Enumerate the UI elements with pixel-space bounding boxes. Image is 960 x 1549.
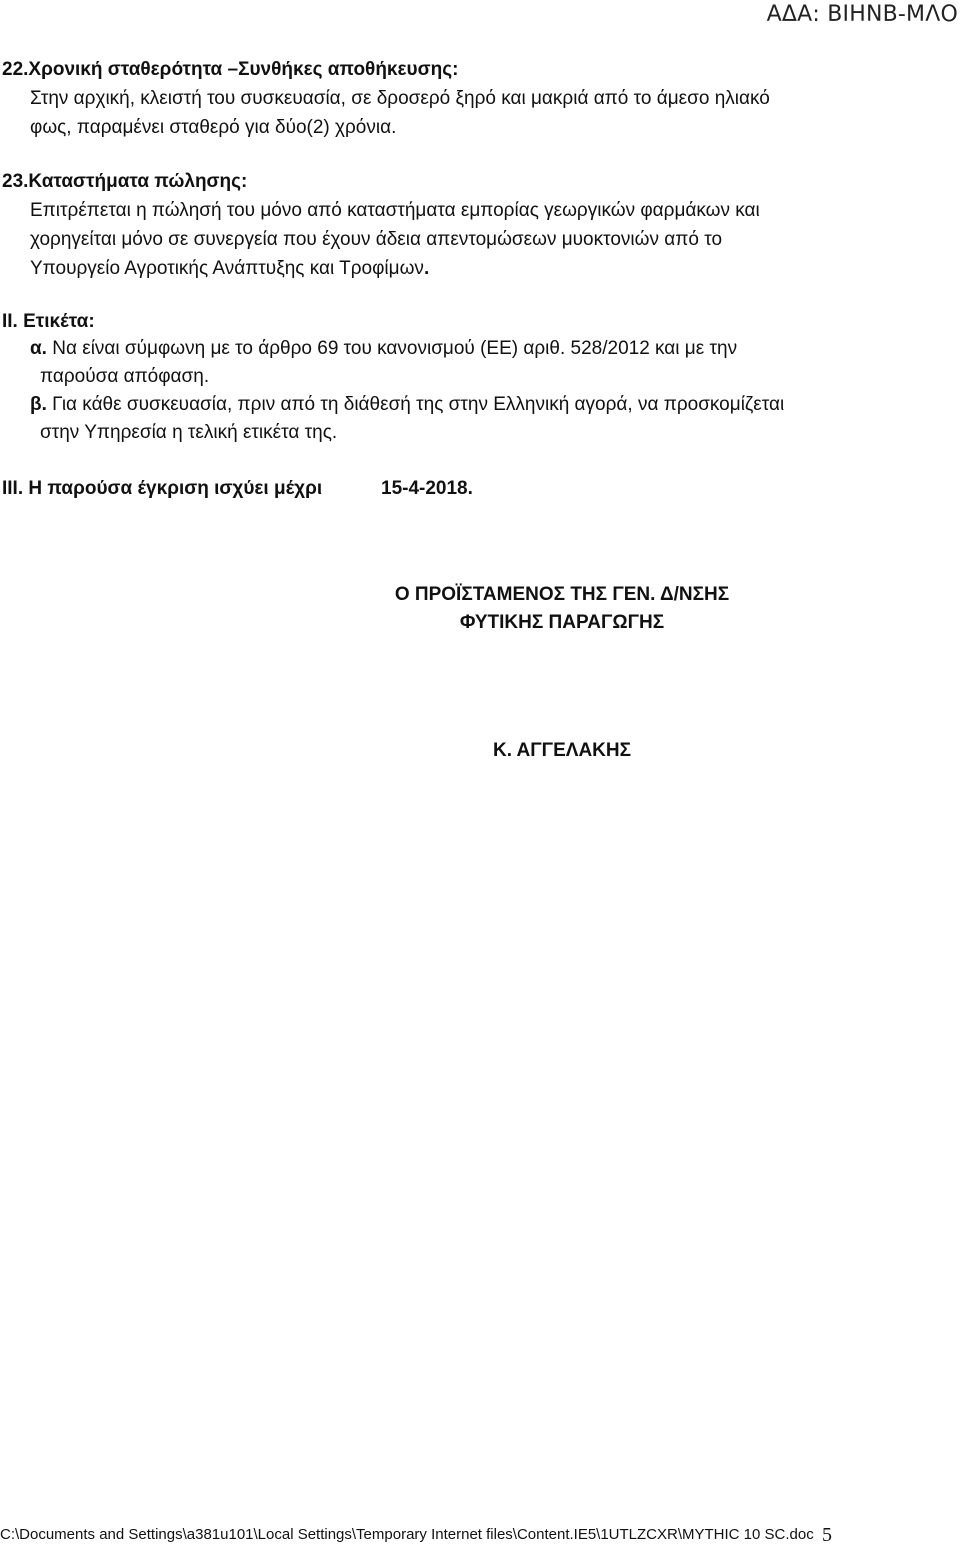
section-ii-b-marker: β. [30, 394, 47, 415]
section-23-line-3 [30, 254, 429, 283]
section-ii-a-marker: α. [30, 338, 47, 359]
section-ii-a-line-2: παρούσα απόφαση. [40, 366, 210, 387]
section-iii-text: ΙΙΙ. Η παρούσα έγκριση ισχύει μέχρι [2, 478, 323, 499]
footer-file-path: C:\Documents and Settings\a381u101\Local Settings\Temporary Internet files\Content.IE5\1UTLZCXR\MYTHIC 10 SC.doc [0, 1526, 814, 1543]
section-23-line-3-text: Υπουργείο Αγροτικής Ανάπτυξης και Τροφίμων [30, 258, 424, 279]
section-ii-a-text: Να είναι σύμφωνη με το άρθρο 69 του κανονισμού (ΕΕ) αριθ. 528/2012 και με την [46, 338, 738, 359]
section-22-heading: 22.Χρονική σταθερότητα –Συνθήκες αποθήκευσης: [2, 59, 459, 80]
section-23-line-1: Επιτρέπεται η πώλησή του μόνο από καταστήματα εμπορίας γεωργικών φαρμάκων και [30, 200, 760, 221]
section-ii-a-line-1 [30, 334, 737, 363]
section-ii-b-line-1 [30, 390, 784, 419]
ada-code: ΑΔΑ: ΒΙΗΝΒ-ΜΛΟ [766, 2, 958, 27]
section-iii-date: 15-4-2018. [381, 478, 473, 499]
section-23-line-3-period: . [423, 258, 430, 279]
signature-title-line-1: Ο ΠΡΟΪΣΤΑΜΕΝΟΣ ΤΗΣ ΓΕΝ. Δ/ΝΣΗΣ [394, 584, 730, 605]
section-22-line-1: Στην αρχική, κλειστή του συσκευασία, σε δροσερό ξηρό και μακριά από το άμεσο ηλιακό [30, 88, 770, 109]
section-ii-heading: ΙΙ. Ετικέτα: [2, 311, 95, 332]
signature-title-line-2: ΦΥΤΙΚΗΣ ΠΑΡΑΓΩΓΗΣ [459, 612, 665, 633]
section-23-heading: 23.Καταστήματα πώλησης: [2, 171, 248, 192]
page-number: 5 [822, 1524, 832, 1546]
signature-name: Κ. ΑΓΓΕΛΑΚΗΣ [492, 740, 632, 761]
section-ii-b-text: Για κάθε συσκευασία, πριν από τη διάθεσή της στην Ελληνική αγορά, να προσκομίζεται [46, 394, 785, 415]
section-22-line-2: φως, παραμένει σταθερό για δύο(2) χρόνια. [30, 117, 397, 138]
section-ii-b-line-2: στην Υπηρεσία η τελική ετικέτα της. [40, 422, 338, 443]
section-23-line-2: χορηγείται μόνο σε συνεργεία που έχουν άδεια απεντομώσεων μυοκτονιών από το [30, 229, 723, 250]
